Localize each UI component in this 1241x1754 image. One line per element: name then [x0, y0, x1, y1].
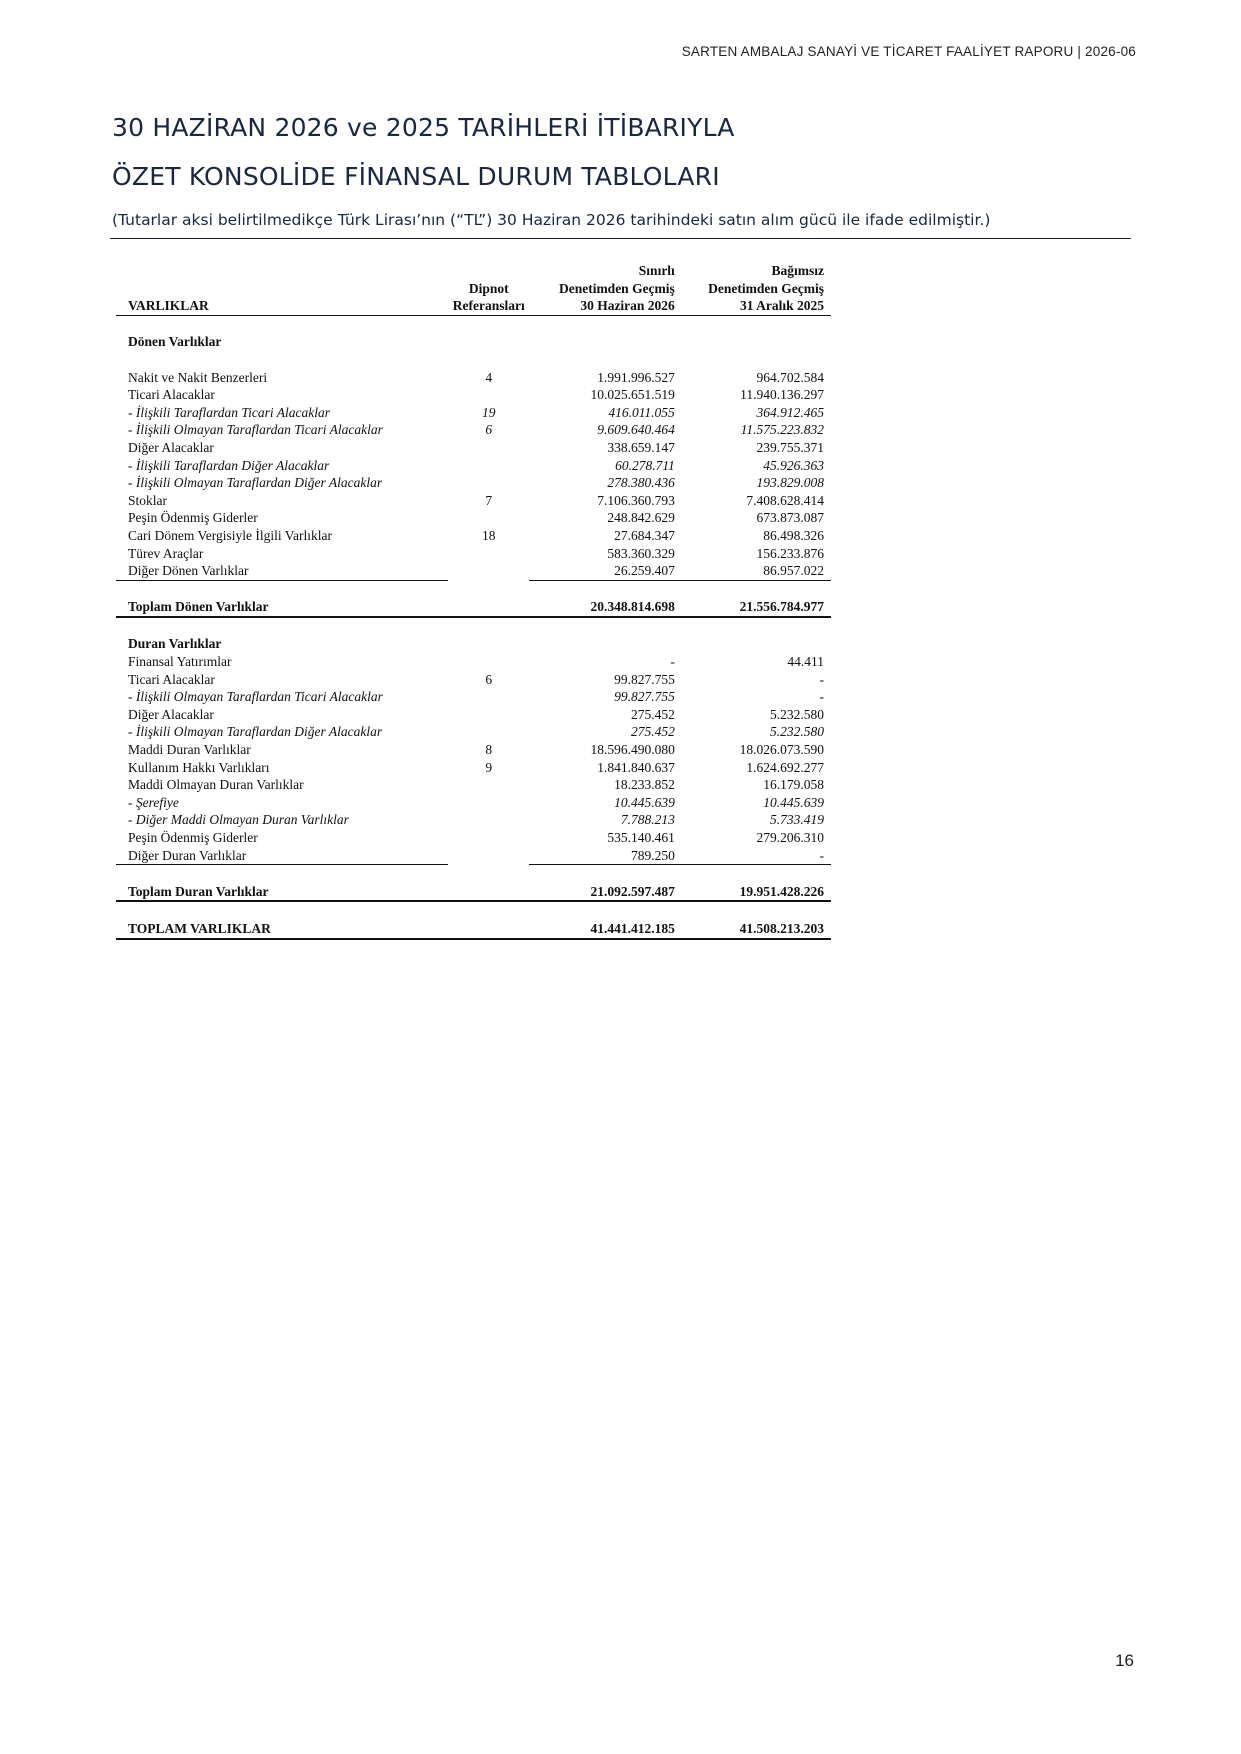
spacer-row — [116, 315, 831, 333]
row-value-2025: 16.179.058 — [763, 777, 824, 793]
row-value-2025: 11.575.223.832 — [740, 422, 824, 438]
row-note — [448, 811, 529, 829]
table-row — [116, 759, 831, 777]
table-row — [116, 421, 831, 439]
balance-sheet-table — [116, 262, 831, 940]
row-note — [448, 706, 529, 724]
total-noncurrent-assets-2026: 21.092.597.487 — [529, 883, 682, 902]
row-value-2025: 964.702.584 — [756, 369, 824, 385]
page-title-line-1: 30 HAZİRAN 2026 ve 2025 TARİHLERİ İTİBARIYLA — [112, 113, 735, 142]
row-value-2026: 9.609.640.464 — [597, 422, 675, 438]
row-value-2026: 27.684.347 — [614, 527, 675, 543]
header-row-2 — [116, 280, 831, 298]
row-value-2025: 45.926.363 — [763, 457, 824, 473]
table-row — [116, 653, 831, 671]
total-noncurrent-assets — [116, 883, 831, 902]
table-row — [116, 562, 831, 580]
total-noncurrent-assets-label: Toplam Duran Varlıklar — [116, 883, 448, 902]
row-value-2026: 99.827.755 — [614, 671, 675, 687]
row-note: 9 — [485, 759, 493, 775]
row-label: Diğer Alacaklar — [128, 706, 214, 722]
row-label: Diğer Duran Varlıklar — [116, 847, 448, 865]
row-value-2026: 18.233.852 — [614, 777, 675, 793]
table-row — [116, 509, 831, 527]
row-value-2026: - — [670, 654, 675, 670]
spacer-row — [116, 617, 831, 636]
col2-header-line3: 31 Aralık 2025 — [682, 297, 831, 315]
row-value-2025: 279.206.310 — [756, 830, 824, 845]
row-label: - İlişkili Taraflardan Diğer Alacaklar — [128, 457, 330, 473]
currency-note: (Tutarlar aksi belirtilmedikçe Türk Lirası’nın (“TL”) 30 Haziran 2026 tarihindeki satın alım gücü ile ifade edilmiştir.) — [112, 211, 991, 229]
section-title: Dönen Varlıklar — [128, 334, 222, 350]
row-value-2025: 44.411 — [787, 654, 824, 670]
note-header-line2: Referansları — [448, 297, 529, 315]
row-label: Peşin Ödenmiş Giderler — [128, 830, 258, 845]
row-label: Cari Dönem Vergisiyle İlgili Varlıklar — [128, 527, 332, 543]
row-note — [448, 847, 529, 865]
row-value-2026: 99.827.755 — [614, 689, 675, 705]
table-header — [116, 262, 831, 315]
spacer-row — [116, 351, 831, 369]
row-value-2025: - — [682, 847, 831, 865]
note-header-line1: Dipnot — [468, 280, 509, 296]
row-value-2026: 338.659.147 — [607, 439, 675, 455]
row-label: - İlişkili Olmayan Taraflardan Ticari Alacaklar — [128, 422, 383, 438]
row-note — [448, 474, 529, 492]
grand-total-2026: 41.441.412.185 — [529, 920, 682, 939]
row-note — [448, 829, 529, 847]
table-row — [116, 474, 831, 492]
row-value-2025: 5.232.580 — [770, 706, 824, 722]
title-divider — [110, 238, 1131, 239]
table-row — [116, 688, 831, 706]
row-label: Maddi Duran Varlıklar — [128, 742, 251, 758]
section-title-row — [116, 635, 831, 653]
row-note — [448, 794, 529, 812]
row-note: 18 — [482, 527, 496, 543]
row-value-2026: 1.841.840.637 — [597, 759, 675, 775]
row-note — [448, 457, 529, 475]
header-row-1 — [116, 262, 831, 280]
header-row-3 — [116, 297, 831, 315]
row-value-2025: 18.026.073.590 — [739, 742, 824, 758]
row-value-2026: 10.025.651.519 — [590, 387, 675, 403]
row-label: Ticari Alacaklar — [128, 671, 215, 687]
row-value-2025: 86.957.022 — [682, 562, 831, 580]
row-value-2025: 239.755.371 — [756, 439, 824, 455]
row-value-2026: 248.842.629 — [607, 510, 675, 526]
assets-header: VARLIKLAR — [116, 297, 448, 315]
page-title-line-2: ÖZET KONSOLİDE FİNANSAL DURUM TABLOLARI — [112, 162, 720, 191]
table-row — [116, 723, 831, 741]
row-value-2025: 673.873.087 — [756, 510, 824, 526]
row-value-2026: 60.278.711 — [615, 457, 675, 473]
row-note — [448, 439, 529, 457]
spacer-row — [116, 580, 831, 598]
row-label: Diğer Alacaklar — [128, 439, 214, 455]
row-label: Kullanım Hakkı Varlıkları — [128, 759, 270, 775]
row-note — [448, 386, 529, 404]
row-value-2025: 11.940.136.297 — [740, 387, 824, 403]
total-current-assets-2026: 20.348.814.698 — [529, 598, 682, 617]
col1-header-line1: Sınırlı — [638, 263, 675, 278]
row-note: 4 — [485, 369, 493, 385]
row-note — [448, 776, 529, 794]
row-label: - Şerefiye — [128, 794, 179, 810]
row-label: Maddi Olmayan Duran Varlıklar — [128, 777, 304, 793]
table-row — [116, 811, 831, 829]
row-label: Ticari Alacaklar — [128, 387, 215, 403]
section-title-row — [116, 333, 831, 351]
col2-header-line1: Bağımsız — [771, 263, 824, 278]
row-label: - İlişkili Olmayan Taraflardan Ticari Alacaklar — [128, 689, 383, 705]
table-row — [116, 671, 831, 689]
row-value-2025: 5.733.419 — [770, 812, 824, 828]
table-row — [116, 492, 831, 510]
row-label: Peşin Ödenmiş Giderler — [128, 510, 258, 526]
row-label: Diğer Dönen Varlıklar — [116, 562, 448, 580]
table-row — [116, 776, 831, 794]
row-note — [448, 653, 529, 671]
section-title: Duran Varlıklar — [128, 636, 222, 652]
row-value-2025: 86.498.326 — [763, 527, 824, 543]
table-row — [116, 457, 831, 475]
row-value-2025: - — [819, 671, 824, 687]
table-row — [116, 439, 831, 457]
row-label: Finansal Yatırımlar — [128, 654, 232, 670]
row-value-2026: 18.596.490.080 — [590, 742, 675, 758]
table-row — [116, 706, 831, 724]
total-current-assets — [116, 598, 831, 617]
row-note: 6 — [485, 671, 493, 687]
row-value-2026: 583.360.329 — [607, 545, 675, 561]
table-row — [116, 741, 831, 759]
total-current-assets-label: Toplam Dönen Varlıklar — [116, 598, 448, 617]
table-body — [116, 315, 831, 938]
row-value-2025: 364.912.465 — [756, 404, 824, 420]
row-value-2025: 5.232.580 — [770, 724, 824, 740]
table-row — [116, 847, 831, 865]
row-note — [448, 688, 529, 706]
row-note — [448, 509, 529, 527]
spacer-row — [116, 865, 831, 883]
row-value-2026: 7.106.360.793 — [597, 492, 675, 508]
row-label: Türev Araçlar — [128, 545, 204, 561]
total-current-assets-2025: 21.556.784.977 — [682, 598, 831, 617]
row-note — [448, 562, 529, 580]
row-value-2025: 193.829.008 — [756, 475, 824, 491]
row-value-2026: 1.991.996.527 — [597, 369, 675, 385]
row-label: Stoklar — [128, 492, 167, 508]
table-row — [116, 386, 831, 404]
row-value-2026: 278.380.436 — [607, 475, 675, 491]
row-note — [448, 723, 529, 741]
row-value-2025: 10.445.639 — [763, 794, 824, 810]
row-label: Nakit ve Nakit Benzerleri — [128, 369, 268, 385]
row-value-2025: 156.233.876 — [756, 545, 824, 561]
row-value-2026: 10.445.639 — [614, 794, 675, 810]
row-note: 7 — [485, 492, 493, 508]
running-header: SARTEN AMBALAJ SANAYİ VE TİCARET FAALİYET RAPORU | 2026-06 — [681, 44, 1136, 59]
row-note: 8 — [485, 742, 493, 758]
table-row — [116, 545, 831, 563]
table-row — [116, 829, 831, 847]
table-row — [116, 404, 831, 422]
row-value-2026: 275.452 — [630, 724, 675, 740]
table-row — [116, 527, 831, 545]
row-value-2026: 275.452 — [630, 706, 675, 722]
table-row — [116, 369, 831, 387]
row-label: - Diğer Maddi Olmayan Duran Varlıklar — [128, 812, 349, 828]
row-value-2026: 535.140.461 — [607, 830, 675, 845]
col1-header-line2: Denetimden Geçmiş — [558, 280, 675, 296]
row-label: - İlişkili Taraflardan Ticari Alacaklar — [128, 404, 331, 420]
row-value-2026: 789.250 — [529, 847, 682, 865]
row-value-2025: - — [819, 689, 824, 705]
row-label: - İlişkili Olmayan Taraflardan Diğer Alacaklar — [128, 724, 383, 740]
row-value-2025: 1.624.692.277 — [746, 759, 824, 775]
grand-total-label: TOPLAM VARLIKLAR — [116, 920, 448, 939]
total-noncurrent-assets-2025: 19.951.428.226 — [682, 883, 831, 902]
row-value-2026: 7.788.213 — [620, 812, 675, 828]
row-value-2026: 416.011.055 — [608, 404, 675, 420]
page-number: 16 — [1115, 1651, 1134, 1670]
grand-total-2025: 41.508.213.203 — [682, 920, 831, 939]
row-value-2026: 26.259.407 — [529, 562, 682, 580]
col1-header-line3: 30 Haziran 2026 — [529, 297, 682, 315]
row-label: - İlişkili Olmayan Taraflardan Diğer Alacaklar — [128, 475, 383, 491]
row-note — [448, 545, 529, 563]
col2-header-line2: Denetimden Geçmiş — [708, 280, 824, 296]
spacer-row — [116, 901, 831, 920]
row-note: 19 — [482, 404, 496, 420]
grand-total — [116, 920, 831, 939]
row-note: 6 — [485, 422, 493, 438]
table-row — [116, 794, 831, 812]
row-value-2025: 7.408.628.414 — [746, 492, 824, 508]
